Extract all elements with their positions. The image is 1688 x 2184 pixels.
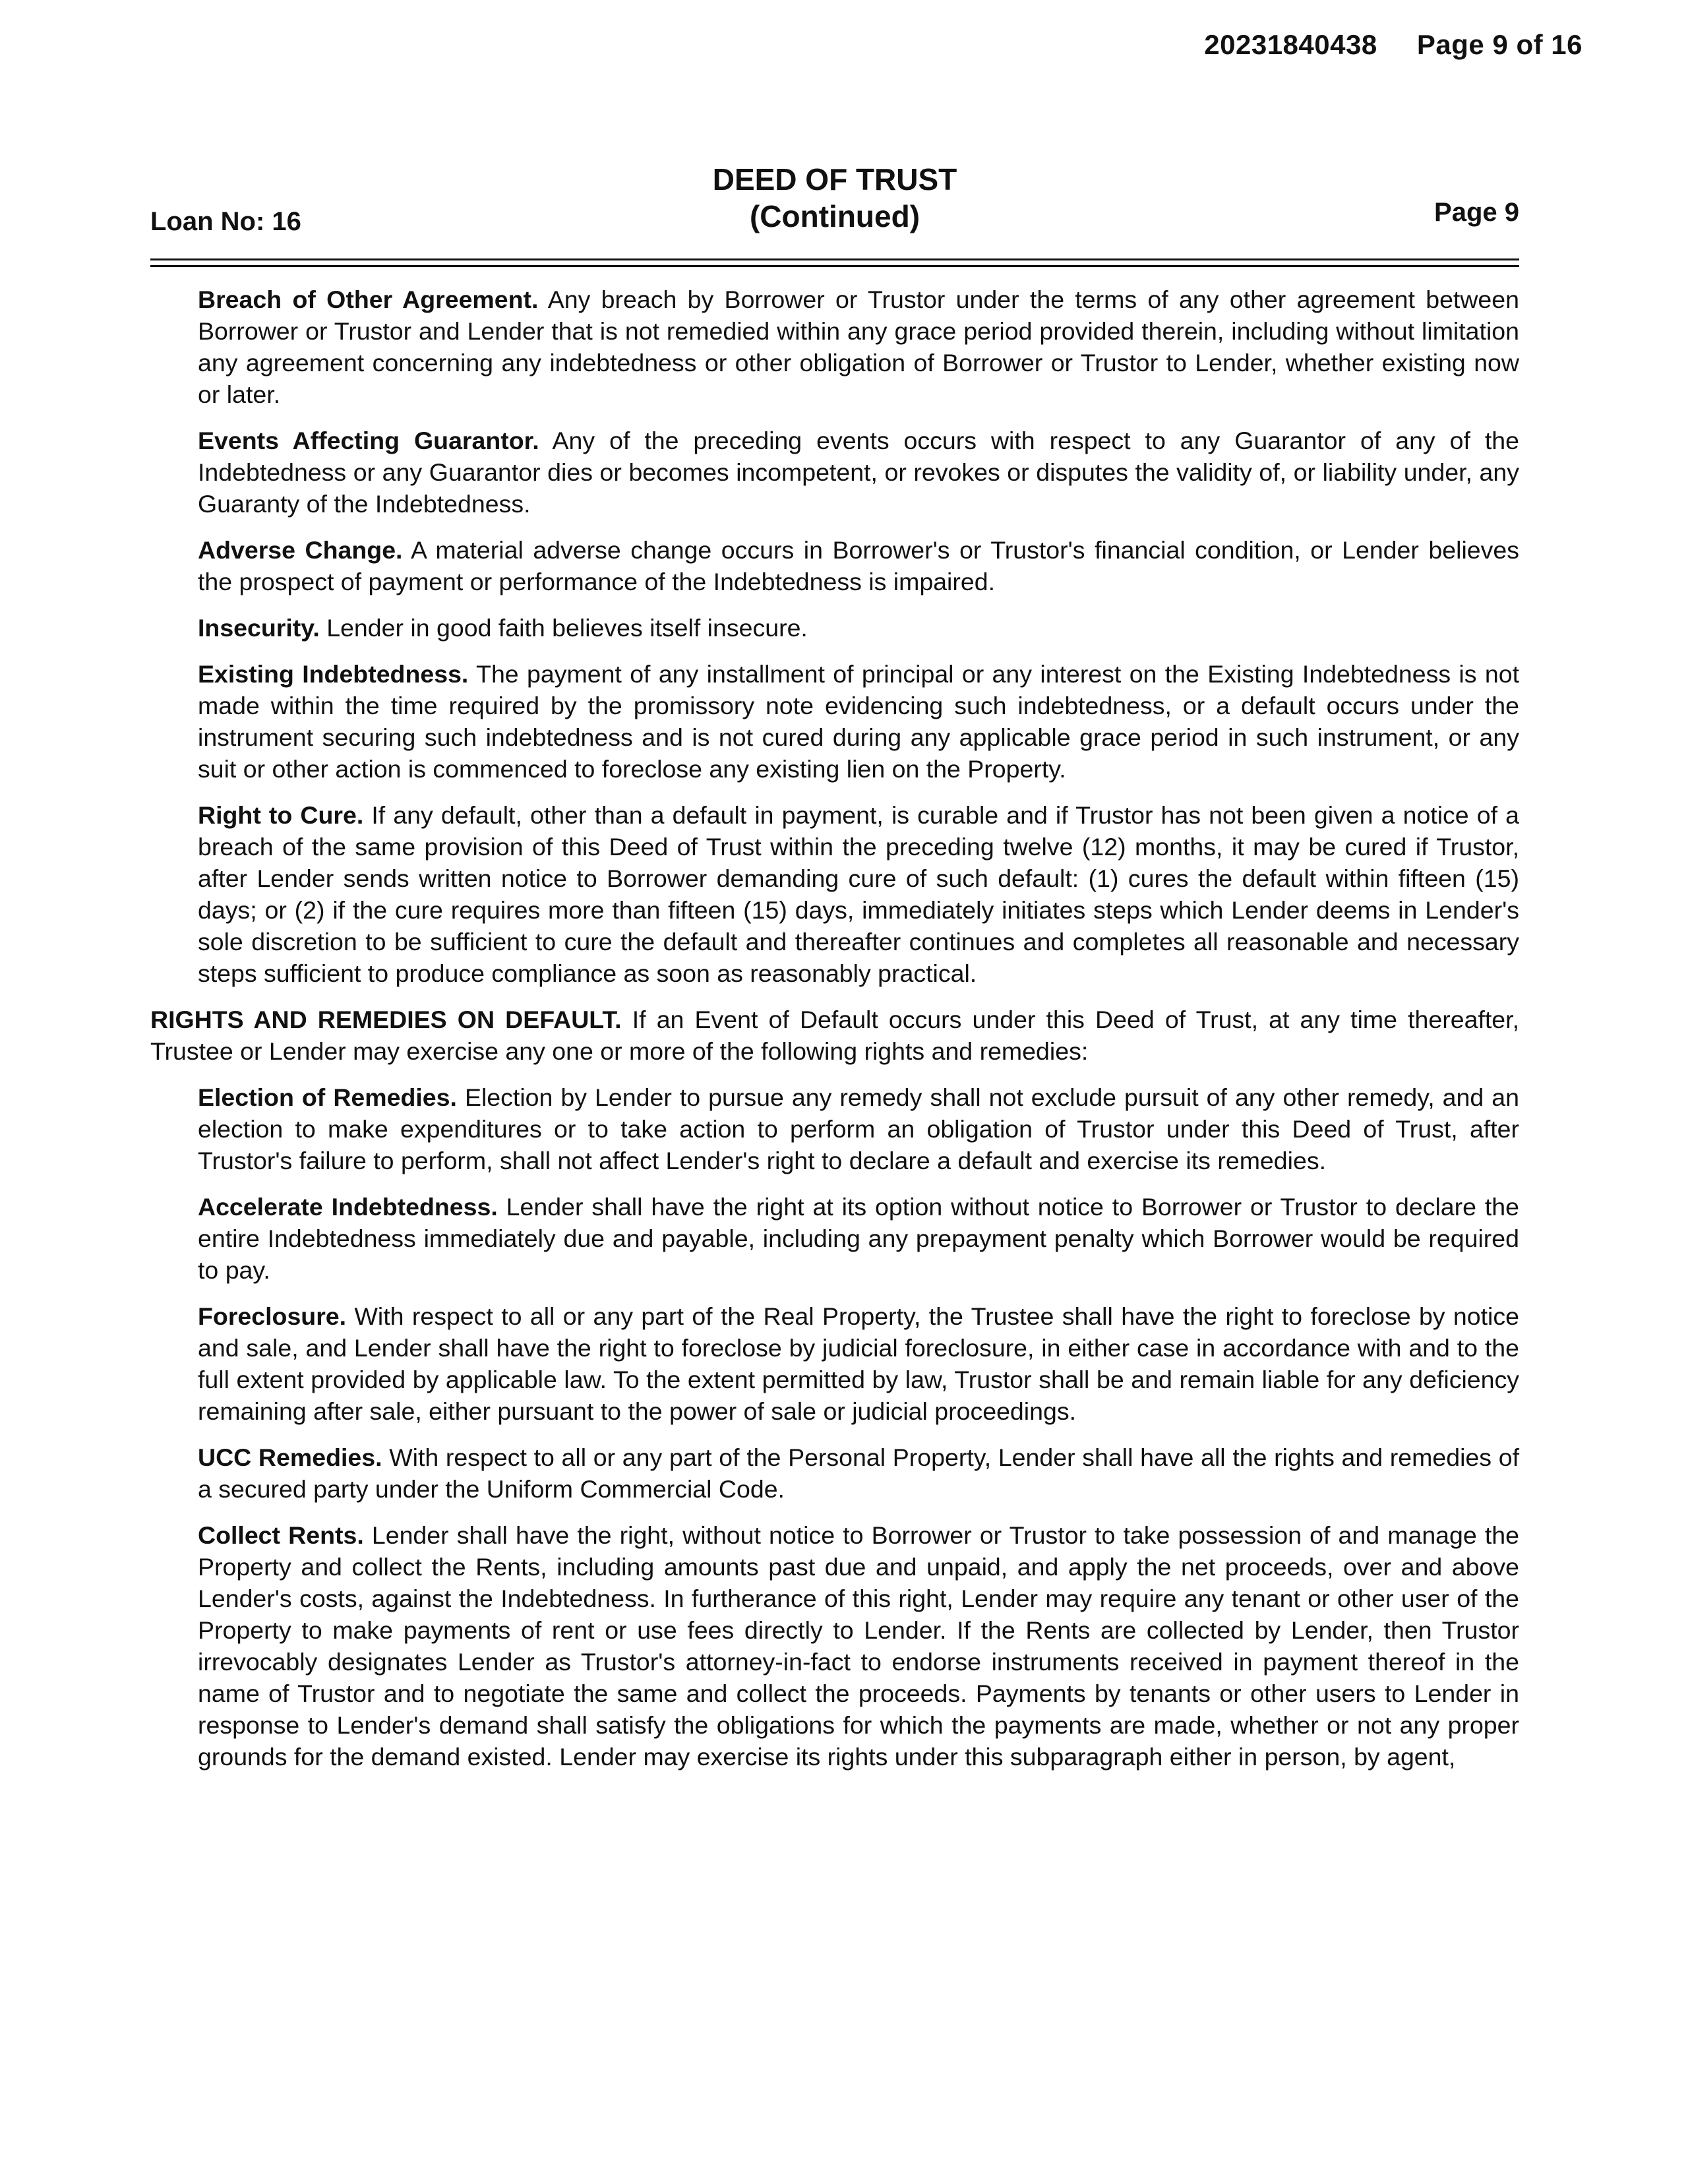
loan-number: Loan No: 16	[150, 207, 301, 236]
clause-heading: UCC Remedies.	[198, 1443, 382, 1471]
clause-collect-rents	[198, 1519, 1519, 1773]
clause-text: With respect to all or any part of the Personal Property, Lender shall have all the rights and remedies of a secured party under the Uniform Commercial Code.	[198, 1443, 1519, 1503]
clause-text: Any of the preceding events occurs with respect to any Guarantor of any of the Indebtedness or any Guarantor dies or becomes incompetent, or revokes or disputes the validity of, or liability under, any Guaranty of the Indebtedness.	[198, 427, 1520, 518]
clause-heading: Insecurity.	[198, 614, 320, 642]
clause-text: If any default, other than a default in payment, is curable and if Trustor has not been given a notice of a breach of the same provision of this Deed of Trust within the preceding twelve (12) months, it may be cured if Trustor, after Lender sends written notice to Borrower demanding cure of such default: (1) cures the default within fifteen (15) days; or (2) if the cure requires more than fifteen (15) days, immediately initiates steps which Lender deems in Lender's sole discretion to be sufficient to cure the default and thereafter continues and completes all reasonable and necessary steps sufficient to produce compliance as soon as reasonably practical.	[198, 801, 1520, 987]
clause-text: Lender shall have the right, without notice to Borrower or Trustor to take possession of and manage the Property and collect the Rents, including amounts past due and unpaid, and apply the net proceeds, over and above Lender's costs, against the Indebtedness. In furtherance of this right, Lender may require any tenant or other user of the Property to make payments of rent or use fees directly to Lender. If the Rents are collected by Lender, then Trustor irrevocably designates Lender as Trustor's attorney-in-fact to endorse instruments received in payment thereof in the name of Trustor and to negotiate the same and collect the proceeds. Payments by tenants or other users to Lender in response to Lender's demand shall satisfy the obligations for which the payments are made, whether or not any proper grounds for the demand existed. Lender may exercise its rights under this subparagraph either in person, by agent,	[198, 1521, 1519, 1771]
clause-heading: Collect Rents.	[198, 1521, 364, 1549]
clause-text: Any breach by Borrower or Trustor under the terms of any other agreement between Borrower or Trustor and Lender that is not remedied within any grace period provided therein, including without limitation any agreement concerning any indebtedness or other obligation of Borrower or Trustor to Lender, whether existing now or later.	[198, 286, 1519, 408]
clause-heading: Foreclosure.	[198, 1302, 347, 1330]
document-number: 20231840438	[1204, 29, 1377, 60]
clause-heading: Accelerate Indebtedness.	[198, 1193, 498, 1221]
clause-heading: Existing Indebtedness.	[198, 660, 469, 688]
clause-foreclosure	[198, 1300, 1519, 1427]
clause-right-to-cure	[198, 799, 1519, 989]
page-number: Page 9	[1434, 198, 1519, 227]
document-body	[150, 284, 1519, 1787]
section-rights-and-remedies	[150, 1004, 1519, 1067]
document-subtitle: (Continued)	[749, 199, 920, 233]
clause-heading: Adverse Change.	[198, 536, 403, 564]
title-block	[150, 161, 1519, 235]
document-title: DEED OF TRUST	[712, 162, 957, 197]
clause-text: Lender shall have the right at its option without notice to Borrower or Trustor to declare the entire Indebtedness immediately due and payable, including any prepayment penalty which Borrower would be required to pay.	[198, 1193, 1520, 1284]
clause-ucc-remedies	[198, 1441, 1519, 1505]
header-divider-top	[150, 258, 1519, 260]
header-divider-bottom	[150, 265, 1519, 267]
page-of-count: Page 9 of 16	[1416, 29, 1582, 60]
clause-heading: Election of Remedies.	[198, 1083, 457, 1111]
clause-heading: Right to Cure.	[198, 801, 364, 829]
clause-heading: Events Affecting Guarantor.	[198, 427, 539, 454]
clause-text: A material adverse change occurs in Borrower's or Trustor's financial condition, or Lender believes the prospect of payment or performance of the Indebtedness is impaired.	[198, 536, 1519, 595]
clause-insecurity	[198, 612, 1519, 644]
section-text: If an Event of Default occurs under this Deed of Trust, at any time thereafter, Trustee or Lender may exercise any one or more of the following rights and remedies:	[150, 1006, 1519, 1065]
document-header	[150, 158, 1519, 237]
clause-existing-indebtedness	[198, 658, 1519, 785]
clause-text: The payment of any installment of principal or any interest on the Existing Indebtedness is not made within the time required by the promissory note evidencing such indebtedness, or a default occurs under the instrument securing such indebtedness and is not cured during any applicable grace period in such instrument, or any suit or other action is commenced to foreclose any existing lien on the Property.	[198, 660, 1519, 783]
clause-breach-other-agreement	[198, 284, 1519, 410]
clause-text: Election by Lender to pursue any remedy shall not exclude pursuit of any other remedy, and an election to make expenditures or to take action to perform an obligation of Trustor under this Deed of Trust, after Trustor's failure to perform, shall not affect Lender's right to declare a default and exercise its remedies.	[198, 1083, 1520, 1174]
clause-election-of-remedies	[198, 1081, 1519, 1176]
clause-accelerate-indebtedness	[198, 1191, 1519, 1286]
clause-adverse-change	[198, 534, 1519, 597]
recording-stamp	[1204, 29, 1582, 61]
section-heading: RIGHTS AND REMEDIES ON DEFAULT.	[150, 1006, 622, 1033]
clause-text: With respect to all or any part of the Real Property, the Trustee shall have the right to foreclose by notice and sale, and Lender shall have the right to foreclose by judicial foreclosure, in either case in accordance with and to the full extent provided by applicable law. To the extent permitted by law, Trustor shall be and remain liable for any deficiency remaining after sale, either pursuant to the power of sale or judicial proceedings.	[198, 1302, 1519, 1425]
clause-events-affecting-guarantor	[198, 425, 1519, 520]
clause-heading: Breach of Other Agreement.	[198, 286, 539, 313]
clause-text: Lender in good faith believes itself insecure.	[326, 614, 808, 642]
